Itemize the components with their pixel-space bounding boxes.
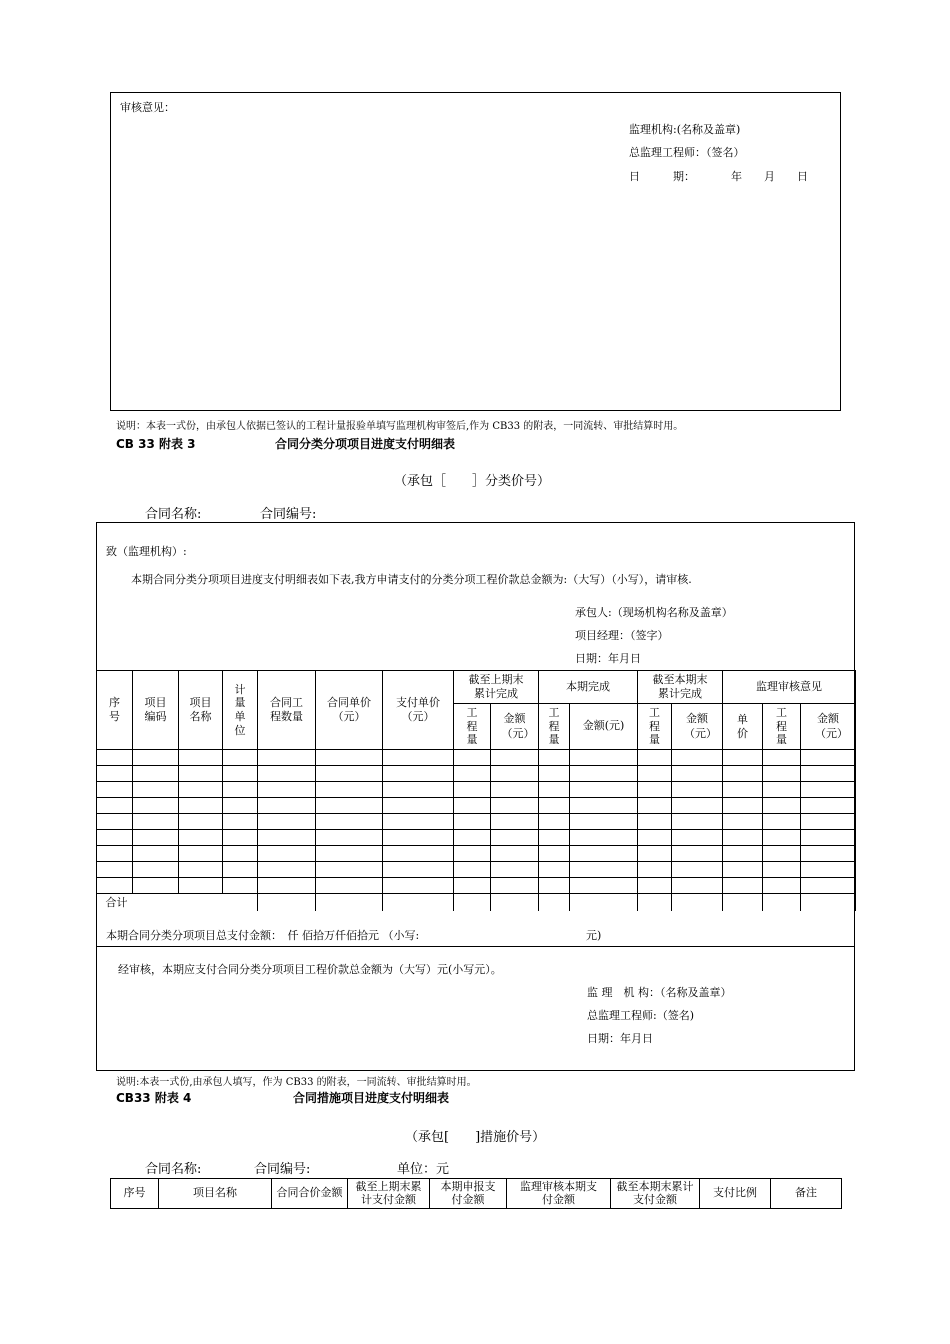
table-cell — [258, 830, 316, 846]
table-cell — [383, 862, 454, 878]
table-cell — [491, 862, 539, 878]
table-cell — [316, 830, 383, 846]
table-cell — [539, 798, 570, 814]
table-cell — [638, 814, 672, 830]
form4-th: 支付比例 — [700, 1179, 771, 1209]
table-cell — [223, 766, 258, 782]
table-cell — [223, 862, 258, 878]
table-cell — [801, 894, 856, 911]
table-row — [97, 750, 856, 766]
table-cell — [801, 878, 856, 894]
table-cell — [539, 830, 570, 846]
table-cell — [97, 750, 133, 766]
table-cell — [383, 846, 454, 862]
table-row — [97, 878, 856, 894]
table-cell — [97, 814, 133, 830]
form3-body: 本期合同分类分项项目进度支付明细表如下表,我方申请支付的分类分项工程价款总金额为:（大写）（小写），请审核. — [131, 573, 692, 586]
form3-contract-no: 合同编号: — [260, 507, 317, 522]
table-cell — [763, 750, 801, 766]
form4-contract-no: 合同编号: — [254, 1162, 311, 1177]
table-cell — [223, 830, 258, 846]
table-cell — [491, 846, 539, 862]
form4-th: 截至本期末累计支付金额 — [611, 1179, 700, 1209]
th-cur-qty: 工程量 — [539, 704, 570, 750]
table-cell — [133, 782, 179, 798]
table-cell — [223, 750, 258, 766]
table-cell — [763, 878, 801, 894]
table-cell — [672, 798, 723, 814]
sup-date-label: 日期：年月日 — [587, 1032, 653, 1045]
contractor-label: 承包人:（现场机构名称及盖章） — [575, 606, 733, 619]
table-cell — [491, 766, 539, 782]
table-cell — [133, 878, 179, 894]
table-cell — [454, 766, 491, 782]
table-cell — [723, 862, 763, 878]
form4-th: 截至上期末累计支付金额 — [348, 1179, 430, 1209]
total-row — [97, 894, 856, 911]
sum-divider — [97, 946, 854, 947]
table-cell — [258, 846, 316, 862]
form3-to: 致（监理机构）: — [106, 545, 187, 558]
table-cell — [638, 782, 672, 798]
table-cell — [801, 782, 856, 798]
table-cell — [672, 782, 723, 798]
table-cell — [801, 830, 856, 846]
table-cell — [316, 798, 383, 814]
table-cell — [672, 830, 723, 846]
table-row — [97, 862, 856, 878]
table-cell — [383, 766, 454, 782]
table-cell — [454, 750, 491, 766]
table-cell — [570, 830, 638, 846]
table-cell — [258, 894, 316, 911]
table-cell — [383, 750, 454, 766]
table-cell — [539, 862, 570, 878]
table-cell — [723, 894, 763, 911]
table-cell — [97, 766, 133, 782]
table-cell — [179, 814, 223, 830]
table-cell — [179, 846, 223, 862]
table-cell — [454, 878, 491, 894]
table-cell — [133, 750, 179, 766]
form3-detail-table — [96, 670, 856, 911]
th-cum-qty: 工程量 — [638, 704, 672, 750]
th-cum: 截至本期末累计完成 — [638, 671, 723, 704]
table-cell — [133, 766, 179, 782]
table-cell — [638, 846, 672, 862]
table-cell — [539, 782, 570, 798]
sum-line-text: 本期合同分类分项项目总支付金额： 仟 佰拾万仟佰拾元 （小写: — [106, 929, 420, 942]
table-row — [97, 830, 856, 846]
table-cell — [491, 894, 539, 911]
table-cell — [316, 862, 383, 878]
form4-contract-name: 合同名称: — [145, 1162, 202, 1177]
table-cell — [491, 750, 539, 766]
table-cell — [570, 894, 638, 911]
table-cell — [97, 830, 133, 846]
th-name: 项目名称 — [179, 671, 223, 750]
th-review: 监理审核意见 — [723, 671, 856, 704]
th-prev-qty: 工程量 — [454, 704, 491, 750]
table-cell — [258, 782, 316, 798]
table-cell — [638, 750, 672, 766]
table-cell — [454, 814, 491, 830]
table-cell — [763, 862, 801, 878]
th-cum-amount: 金额（元） — [672, 704, 723, 750]
th-review-qty: 工程量 — [763, 704, 801, 750]
table-cell — [672, 862, 723, 878]
form3-box — [96, 522, 855, 1071]
table-cell — [223, 878, 258, 894]
review-opinion-label: 审核意见： — [120, 101, 175, 114]
form4-th: 项目名称 — [159, 1179, 272, 1209]
th-cur-amount: 金额(元) — [570, 704, 638, 750]
form4-th: 本期申报支付金额 — [430, 1179, 507, 1209]
th-qty: 合同工程数量 — [258, 671, 316, 750]
table-cell — [570, 862, 638, 878]
table-cell — [179, 766, 223, 782]
table-cell — [258, 878, 316, 894]
form4-table — [110, 1178, 842, 1209]
table-cell — [763, 846, 801, 862]
table-cell — [491, 782, 539, 798]
table-cell — [179, 878, 223, 894]
table-cell — [316, 846, 383, 862]
table-cell — [723, 798, 763, 814]
review-date-label: 日 期： — [629, 170, 695, 183]
table-cell — [539, 894, 570, 911]
table-cell — [723, 878, 763, 894]
form4-subtitle: （承包[ ]措施价号） — [405, 1130, 546, 1145]
table-cell — [539, 750, 570, 766]
table-cell — [133, 830, 179, 846]
th-contract-price: 合同单价（元） — [316, 671, 383, 750]
th-prev-amount: 金额（元） — [491, 704, 539, 750]
table-cell — [258, 862, 316, 878]
table-cell — [454, 798, 491, 814]
table-cell — [638, 798, 672, 814]
table-cell — [97, 846, 133, 862]
review-opinion-box — [110, 92, 841, 411]
table-cell — [179, 830, 223, 846]
table-cell — [133, 798, 179, 814]
table-cell — [801, 766, 856, 782]
form4-th: 序号 — [111, 1179, 159, 1209]
sup-org-label: 监 理 机 构：（名称及盖章） — [587, 986, 732, 999]
table-cell — [97, 798, 133, 814]
table-cell — [570, 782, 638, 798]
note-2: 说明:本表一式份,由承包人填写，作为 CB33 的附表，一同流转、审批结算时用。 — [116, 1077, 477, 1088]
table-cell — [763, 814, 801, 830]
table-row — [97, 798, 856, 814]
supervision-org-label: 监理机构:(名称及盖章) — [629, 123, 741, 136]
table-cell — [672, 750, 723, 766]
table-cell — [672, 814, 723, 830]
table-cell — [723, 766, 763, 782]
table-cell — [638, 862, 672, 878]
table-cell — [491, 798, 539, 814]
table-cell — [316, 894, 383, 911]
table-cell — [383, 782, 454, 798]
table-cell — [97, 782, 133, 798]
th-review-price: 单价 — [723, 704, 763, 750]
table-cell — [179, 862, 223, 878]
table-cell — [223, 814, 258, 830]
table-cell — [723, 846, 763, 862]
table-cell — [638, 766, 672, 782]
table-cell — [491, 878, 539, 894]
table-cell — [801, 814, 856, 830]
table-cell — [383, 878, 454, 894]
table-cell — [491, 814, 539, 830]
table-cell — [223, 782, 258, 798]
sup-engineer-label: 总监理工程师:（签名) — [587, 1009, 694, 1022]
form3-subtitle: （承包［ ］分类价号） — [394, 474, 551, 489]
table-cell — [570, 798, 638, 814]
table-cell — [258, 814, 316, 830]
th-current: 本期完成 — [539, 671, 638, 704]
table-cell — [763, 798, 801, 814]
table-cell — [316, 750, 383, 766]
total-label: 合计 — [97, 894, 258, 911]
table-cell — [539, 878, 570, 894]
table-cell — [258, 798, 316, 814]
table-cell — [570, 846, 638, 862]
table-cell — [672, 766, 723, 782]
table-cell — [723, 782, 763, 798]
review-conclusion: 经审核，本期应支付合同分类分项项目工程价款总金额为（大写）元(小写元）。 — [118, 963, 502, 976]
table-cell — [223, 798, 258, 814]
table-cell — [570, 750, 638, 766]
table-cell — [316, 766, 383, 782]
th-pay-price: 支付单价（元） — [383, 671, 454, 750]
table-cell — [316, 878, 383, 894]
table-cell — [179, 750, 223, 766]
table-cell — [723, 830, 763, 846]
table-cell — [763, 766, 801, 782]
table-row — [97, 846, 856, 862]
table-cell — [723, 750, 763, 766]
table-cell — [179, 798, 223, 814]
th-review-amount: 金额（元） — [801, 704, 856, 750]
table-cell — [383, 798, 454, 814]
table-cell — [383, 894, 454, 911]
table-cell — [570, 814, 638, 830]
project-manager-label: 项目经理：（签字） — [575, 629, 669, 642]
table-cell — [258, 750, 316, 766]
table-cell — [491, 830, 539, 846]
th-seq: 序号 — [97, 671, 133, 750]
table-cell — [763, 830, 801, 846]
form3-date: 日期：年月日 — [575, 652, 641, 665]
form4-th: 备注 — [771, 1179, 842, 1209]
form3-title: 合同分类分项项目进度支付明细表 — [275, 437, 456, 451]
table-cell — [133, 862, 179, 878]
table-cell — [539, 766, 570, 782]
table-cell — [383, 814, 454, 830]
review-date-ymd: 年 月 日 — [731, 170, 808, 183]
th-unit: 计量单位 — [223, 671, 258, 750]
table-cell — [672, 878, 723, 894]
form3-contract-name: 合同名称: — [145, 507, 202, 522]
table-cell — [570, 878, 638, 894]
table-cell — [723, 814, 763, 830]
table-cell — [258, 766, 316, 782]
table-cell — [763, 782, 801, 798]
form4-code: CB33 附表 4 — [116, 1091, 192, 1105]
table-cell — [539, 846, 570, 862]
table-cell — [133, 814, 179, 830]
table-cell — [97, 878, 133, 894]
table-cell — [133, 846, 179, 862]
table-cell — [316, 814, 383, 830]
table-cell — [672, 894, 723, 911]
table-row — [97, 782, 856, 798]
sum-line-yuan: 元) — [586, 929, 602, 942]
table-cell — [454, 830, 491, 846]
table-row — [97, 814, 856, 830]
table-cell — [179, 782, 223, 798]
table-cell — [383, 830, 454, 846]
note-1: 说明：本表一式份，由承包人依据已签认的工程计量报验单填写监理机构审签后,作为 CB33 的附表，一同流转、审批结算时用。 — [116, 421, 684, 432]
form4-th: 合同合价金额 — [272, 1179, 348, 1209]
table-cell — [672, 846, 723, 862]
th-code: 项目编码 — [133, 671, 179, 750]
table-cell — [454, 846, 491, 862]
table-cell — [316, 782, 383, 798]
th-prev-cum: 截至上期末累计完成 — [454, 671, 539, 704]
form4-th: 监理审核本期支付金额 — [507, 1179, 611, 1209]
table-cell — [801, 750, 856, 766]
table-cell — [539, 814, 570, 830]
table-cell — [97, 862, 133, 878]
form4-unit: 单位：元 — [397, 1162, 450, 1177]
table-cell — [638, 830, 672, 846]
form3-code: CB 33 附表 3 — [116, 437, 196, 451]
table-cell — [801, 862, 856, 878]
table-cell — [638, 894, 672, 911]
table-cell — [570, 766, 638, 782]
table-cell — [454, 894, 491, 911]
chief-engineer-label: 总监理工程师：（签名） — [629, 146, 745, 159]
table-cell — [454, 782, 491, 798]
table-cell — [801, 798, 856, 814]
table-cell — [801, 846, 856, 862]
table-cell — [763, 894, 801, 911]
form4-title: 合同措施项目进度支付明细表 — [293, 1091, 450, 1105]
table-row — [97, 766, 856, 782]
table-cell — [223, 846, 258, 862]
table-cell — [638, 878, 672, 894]
table-cell — [454, 862, 491, 878]
